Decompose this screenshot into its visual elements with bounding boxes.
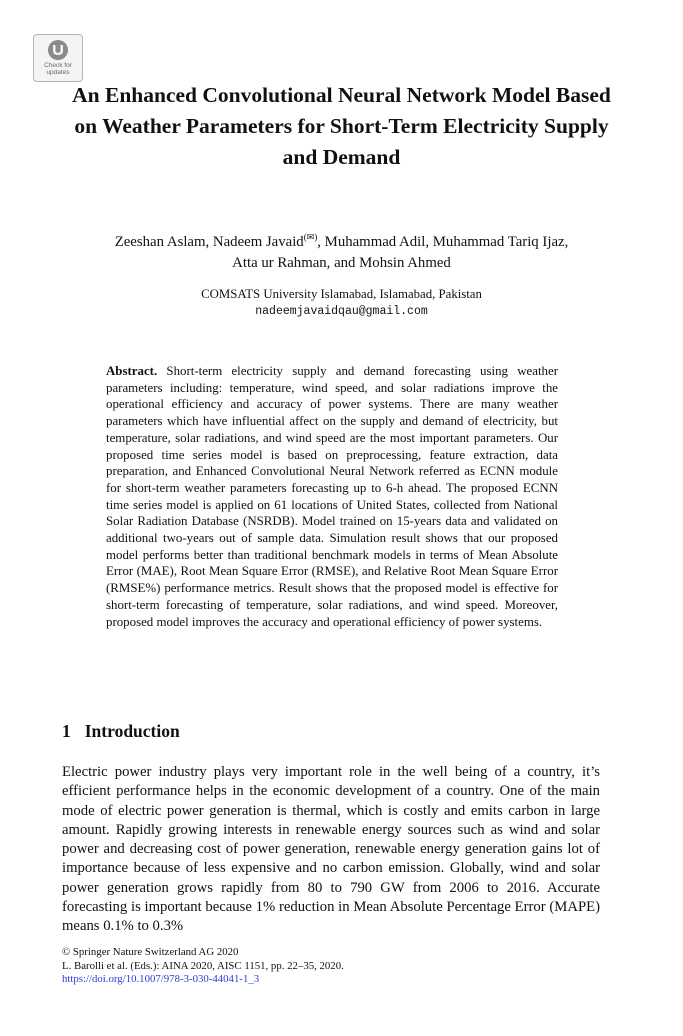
corresponding-mail-icon: (✉) xyxy=(303,232,318,243)
section-number: 1 xyxy=(62,721,71,741)
abstract xyxy=(106,363,558,630)
check-for-updates-badge[interactable] xyxy=(33,34,83,82)
badge-label-line2: updates xyxy=(46,69,70,76)
authors-before-corresponding: Zeeshan Aslam, Nadeem Javaid xyxy=(114,234,304,250)
author-email[interactable]: nadeemjavaidqau@gmail.com xyxy=(255,305,428,318)
author-line-1 xyxy=(40,232,643,253)
author-list xyxy=(40,232,643,274)
section-heading-introduction xyxy=(62,720,180,742)
introduction-paragraph: Electric power industry plays very important role in the well being of a country, it’s efficient performance helps in the economic development of a country. One of the main mode of electric power generation is thermal, which is costly and emits carbon in large amount. Rapidly growing interests in renewable energy sources such as wind and solar power and decreasing cost of power generation, renewable energy generation gains lot of importance because of less expensive and no carbon emission. Globally, wind and solar power generation grows rapidly from 80 to 790 GW from 2006 to 2016. Accurate forecasting is important because 1% reduction in Mean Absolute Percentage Error (MAPE) means 0.1% to 0.3% xyxy=(62,764,600,935)
citation-line: L. Barolli et al. (Eds.): AINA 2020, AISC 1151, pp. 22–35, 2020. xyxy=(62,959,344,972)
institution: COMSATS University Islamabad, Islamabad, Pakistan xyxy=(201,287,482,301)
badge-label-line1: Check for xyxy=(44,62,72,69)
abstract-text: Short-term electricity supply and demand forecasting using weather parameters including: temperature, wind speed, and solar radiations improve the operational efficiency and accuracy of power systems. There are many weather parameters which have influential affect on the supply and demand of electricity, but temperature, solar radiations, and wind speed are the most important parameters. Our proposed time series model is based on preprocessing, feature extraction, data preparation, and Enhanced Convolutional Neural Network referred as ECNN module for short-term weather parameters forecasting up to 6-h ahead. The proposed ECNN time series model is applied on 61 locations of United States, collected from National Solar Radiation Database (NSRDB). Model trained on 15-years data and validated on additional two-years out of sample data. Simulation result shows that our proposed model performs better than traditional benchmark models in terms of Mean Absolute Error (MAE), Root Mean Square Error (RMSE), and Relative Root Mean Square Error (RMSE%) performance metrics. Result shows that the proposed model is effective for short-term forecasting of temperature, solar radiations, and wind speed. Moreover, proposed model improves the accuracy and operational efficiency of power systems. xyxy=(106,364,558,629)
abstract-label: Abstract. xyxy=(106,364,158,378)
copyright-notice: © Springer Nature Switzerland AG 2020 xyxy=(62,946,239,958)
section-title: Introduction xyxy=(84,721,180,741)
paper-title: An Enhanced Convolutional Neural Network Model Based on Weather Parameters for Short-Term Electricity Supply and Demand xyxy=(72,83,611,169)
author-line-2: Atta ur Rahman, and Mohsin Ahmed xyxy=(232,255,451,271)
check-for-updates-icon xyxy=(45,38,71,62)
affiliation xyxy=(40,286,643,320)
doi-link[interactable]: https://doi.org/10.1007/978-3-030-44041-1_3 xyxy=(62,973,260,985)
authors-after-corresponding: , Muhammad Adil, Muhammad Tariq Ijaz, xyxy=(317,234,569,250)
footer xyxy=(62,946,344,987)
